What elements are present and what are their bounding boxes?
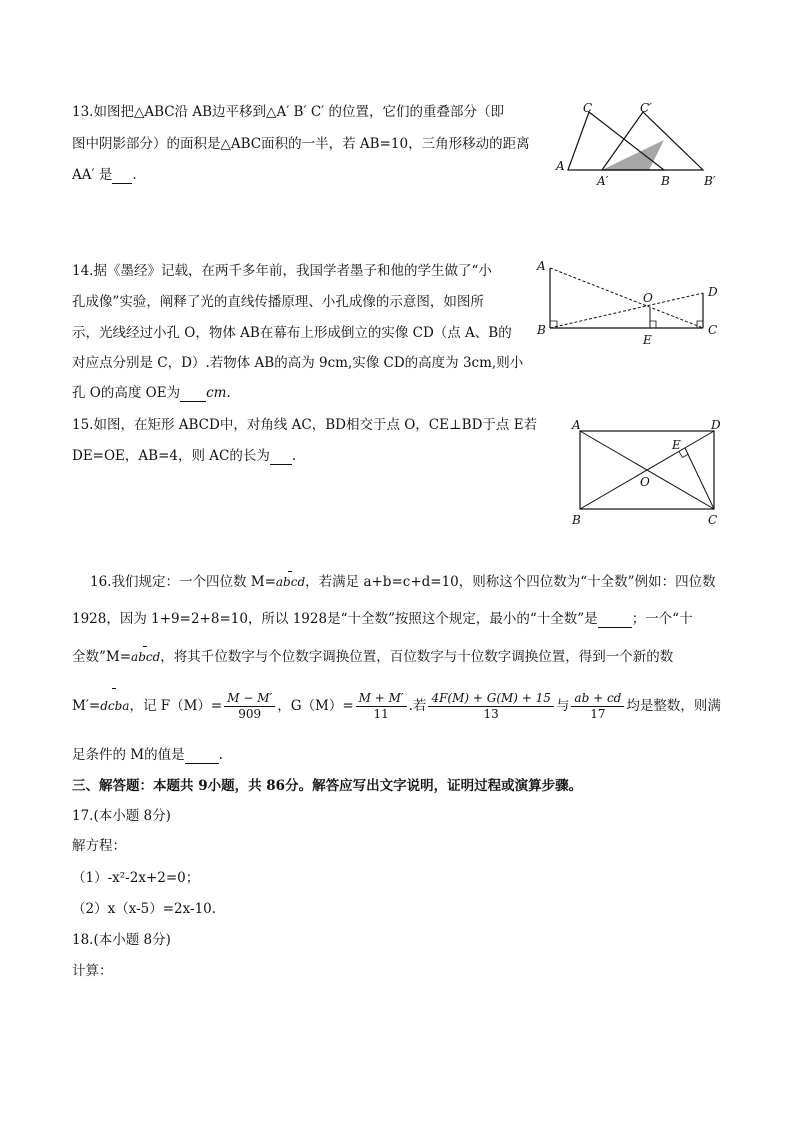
q17-part-2: （2）x（x-5）=2x-10. — [72, 901, 217, 917]
q16-line-2-a: 1928，因为 1+9=2+8=10，所以 1928是“十全数”按照这个规定，最小的“十全数”是 — [72, 611, 598, 627]
q18-intro: 计算： — [72, 963, 113, 979]
q13-label-b: B — [661, 174, 670, 188]
q14-label-o: O — [643, 291, 653, 305]
q16-line-5-a: 足条件的 M的值是 — [72, 747, 185, 763]
q18-title: 18.(本小题 8分) — [72, 932, 171, 948]
q13-label-c-prime: C′ — [640, 101, 652, 115]
q16-overline-abcd-2: abcd — [131, 646, 160, 666]
q16-line-4-d: .若 — [408, 698, 427, 714]
q16-answer-blank-1 — [598, 613, 632, 628]
q16-line-3 — [72, 646, 673, 666]
q14-ray-ac — [550, 268, 703, 328]
q17-part-1: （1）-x²-2x+2=0； — [72, 870, 200, 886]
q14-label-e: E — [643, 333, 652, 347]
q15-label-a: A — [572, 418, 581, 432]
q16-line-3-b: ，将其千位数字与个位数字调换位置，百位数字与十位数字调换位置，得到一个新的数 — [160, 649, 674, 665]
q16-answer-blank-2 — [185, 749, 219, 764]
q16-k-numerator: ab + cd — [571, 691, 624, 707]
q16-line-3-a: 全数”M= — [72, 649, 132, 665]
q16-line-1-a: 16.我们规定：一个四位数 M= — [90, 574, 276, 590]
section-3-heading: 三、解答题：本题共 9小题，共 86分。解答应写出文字说明，证明过程或演算步骤。 — [72, 778, 583, 794]
q14-label-b: B — [537, 323, 546, 337]
q13-answer-blank — [112, 169, 132, 184]
q15-label-b: B — [572, 513, 581, 527]
q13-line-2: 图中阴影部分）的面积是△ABC面积的一半，若 AB=10，三角形移动的距离 — [72, 136, 530, 152]
q16-line-4-c: ，G（M）= — [277, 698, 354, 714]
q14-line-3: 示，光线经过小孔 O，物体 AB在幕布上形成倒立的实像 CD（点 A、B的 — [72, 325, 512, 341]
q16-line-4-b: ，记 F（M）= — [129, 698, 223, 714]
q16-line-4 — [72, 688, 721, 722]
q15-perpendicular-ce — [685, 448, 714, 509]
q16-line-2-b: ；一个“十 — [631, 611, 693, 627]
q16-overline-dcba: dcba — [100, 688, 129, 722]
q13-label-b-prime: B′ — [704, 174, 716, 188]
q16-line-1-b: ，若满足 a+b=c+d=10，则称这个四位数为“十全数”例如：四位数 — [305, 574, 716, 590]
q15-answer-blank — [270, 450, 292, 465]
q16-g-numerator: M + M′ — [356, 691, 407, 707]
q16-line-4-a: M′= — [72, 698, 101, 714]
q14-line-5-text: 孔 O的高度 OE为 — [72, 385, 181, 401]
q13-label-a: A — [556, 159, 565, 173]
q15-line-2-end: . — [291, 448, 297, 464]
q16-fraction-k — [571, 691, 624, 722]
q14-answer-blank — [180, 387, 206, 402]
q16-h-denominator: 13 — [483, 707, 499, 721]
q14-right-angle-e — [650, 321, 656, 328]
q15-rectangle-figure — [565, 416, 735, 528]
q16-line-5-b: . — [218, 747, 223, 763]
q14-line-5 — [72, 384, 231, 402]
q16-overline-abcd: abcd — [276, 571, 305, 591]
q16-h-numerator: 4F(M) + G(M) + 15 — [428, 691, 553, 707]
q15-label-e: E — [672, 438, 681, 452]
q15-label-d: D — [711, 418, 721, 432]
q13-line-3 — [72, 166, 137, 184]
q13-line-3-end: . — [132, 167, 137, 183]
q14-label-d: D — [708, 285, 718, 299]
q16-g-denominator: 11 — [373, 707, 389, 721]
q14-line-2: 孔成像”实验，阐释了光的直线传播原理、小孔成像的示意图，如图所 — [72, 294, 484, 310]
q14-pinhole-figure — [535, 258, 725, 348]
q16-line-4-f: 均是整数，则满 — [626, 698, 721, 714]
q16-line-5 — [72, 746, 223, 764]
q16-line-2 — [72, 610, 693, 628]
q13-shaded-overlap — [602, 140, 664, 170]
q16-k-denominator: 17 — [590, 707, 606, 721]
q16-fraction-h — [428, 691, 553, 722]
q16-line-4-e: 与 — [555, 698, 570, 714]
q13-line-3-text: AA′ 是 — [72, 167, 113, 183]
q16-f-denominator: 909 — [238, 707, 262, 721]
q13-line-1: 13.如图把△ABC沿 AB边平移到△A′ B′ C′ 的位置，它们的重叠部分（即 — [72, 104, 505, 120]
q13-triangle-figure — [550, 98, 730, 188]
q14-label-c: C — [708, 323, 718, 337]
q15-line-2-text: DE=OE，AB=4，则 AC的长为 — [72, 448, 270, 464]
q15-label-o: O — [640, 475, 650, 489]
q15-line-2 — [72, 447, 296, 465]
q13-label-c: C — [583, 101, 593, 115]
q14-line-4: 对应点分别是 C，D）.若物体 AB的高为 9cm,实像 CD的高度为 3cm,则小 — [72, 355, 524, 371]
q15-label-c: C — [708, 513, 718, 527]
q17-intro: 解方程： — [72, 838, 126, 854]
q17-title: 17.(本小题 8分) — [72, 808, 171, 824]
q15-line-1: 15.如图，在矩形 ABCD中，对角线 AC，BD相交于点 O，CE⊥BD于点 E若 — [72, 417, 538, 433]
q16-f-numerator: M − M′ — [224, 691, 275, 707]
q13-label-a-prime: A′ — [597, 174, 609, 188]
q16-fraction-f — [224, 691, 275, 722]
q16-fraction-g — [356, 691, 407, 722]
q14-unit: cm. — [206, 385, 231, 401]
q16-line-1 — [90, 571, 716, 591]
q14-line-1: 14.据《墨经》记载，在两千多年前，我国学者墨子和他的学生做了“小 — [72, 263, 492, 279]
q14-label-a: A — [537, 259, 546, 273]
